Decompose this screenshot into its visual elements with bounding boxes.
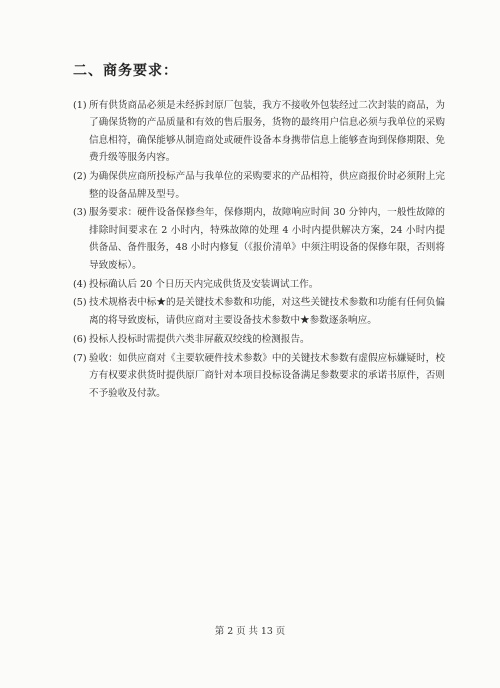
list-item — [73, 331, 445, 348]
item-text: 为确保供应商所投标产品与我单位的采购要求的产品相符，供应商报价时必须附上完整的设备品牌及型号。 — [89, 171, 445, 200]
item-number: (3) — [73, 207, 87, 219]
section-heading: 二、商务要求： — [73, 63, 178, 79]
item-text: 验收：如供应商对《主要软硬件技术参数》中的关键技术参数有虚假应标嫌疑时，校方有权要求供货时提供原厂商针对本项目投标设备满足参数要求的承诺书原件，否则不予验收及付款。 — [89, 352, 445, 399]
list-item — [73, 168, 445, 203]
requirements-list — [73, 97, 445, 403]
item-text: 技术规格表中标★的是关键技术参数和功能，对这些关键技术参数和功能有任何负偏离的将导致废标，请供应商对主要设备技术参数中★参数逐条响应。 — [89, 297, 445, 326]
item-text: 投标确认后 20 个日历天内完成供货及安装调试工作。 — [89, 278, 319, 290]
item-text: 所有供货商品必须是未经拆封原厂包装，我方不接收外包装经过二次封装的商品，为了确保货物的产品质量和有效的售后服务，货物的最终用户信息必须与我单位的采购信息相符，确保能够从制造商处或硬件设备本身携带信息上能够查询到保修期限、免费升级等服务内容。 — [89, 100, 445, 164]
list-item — [73, 276, 445, 293]
list-item — [73, 350, 445, 402]
list-item — [73, 97, 445, 167]
list-item — [73, 294, 445, 329]
item-number: (4) — [73, 278, 87, 290]
list-item — [73, 204, 445, 274]
item-number: (2) — [73, 171, 87, 183]
item-number: (5) — [73, 297, 87, 309]
item-number: (1) — [73, 100, 87, 111]
item-text: 服务要求：硬件设备保修叁年，保修期内，故障响应时间 30 分钟内，一般性故障的排除时间要求在 2 小时内，特殊故障的处理 4 小时内提供解决方案，24 小时内提供备品、备件服务，48 小时内修复（《报价清单》中须注明设备的保修年限，否则将导致废标）。 — [89, 207, 445, 271]
item-number: (7) — [73, 352, 87, 364]
page-number-footer: 第 2 页 共 13 页 — [214, 626, 286, 637]
item-number: (6) — [73, 333, 87, 345]
item-text: 投标人投标时需提供六类非屏蔽双绞线的检测报告。 — [89, 333, 310, 345]
